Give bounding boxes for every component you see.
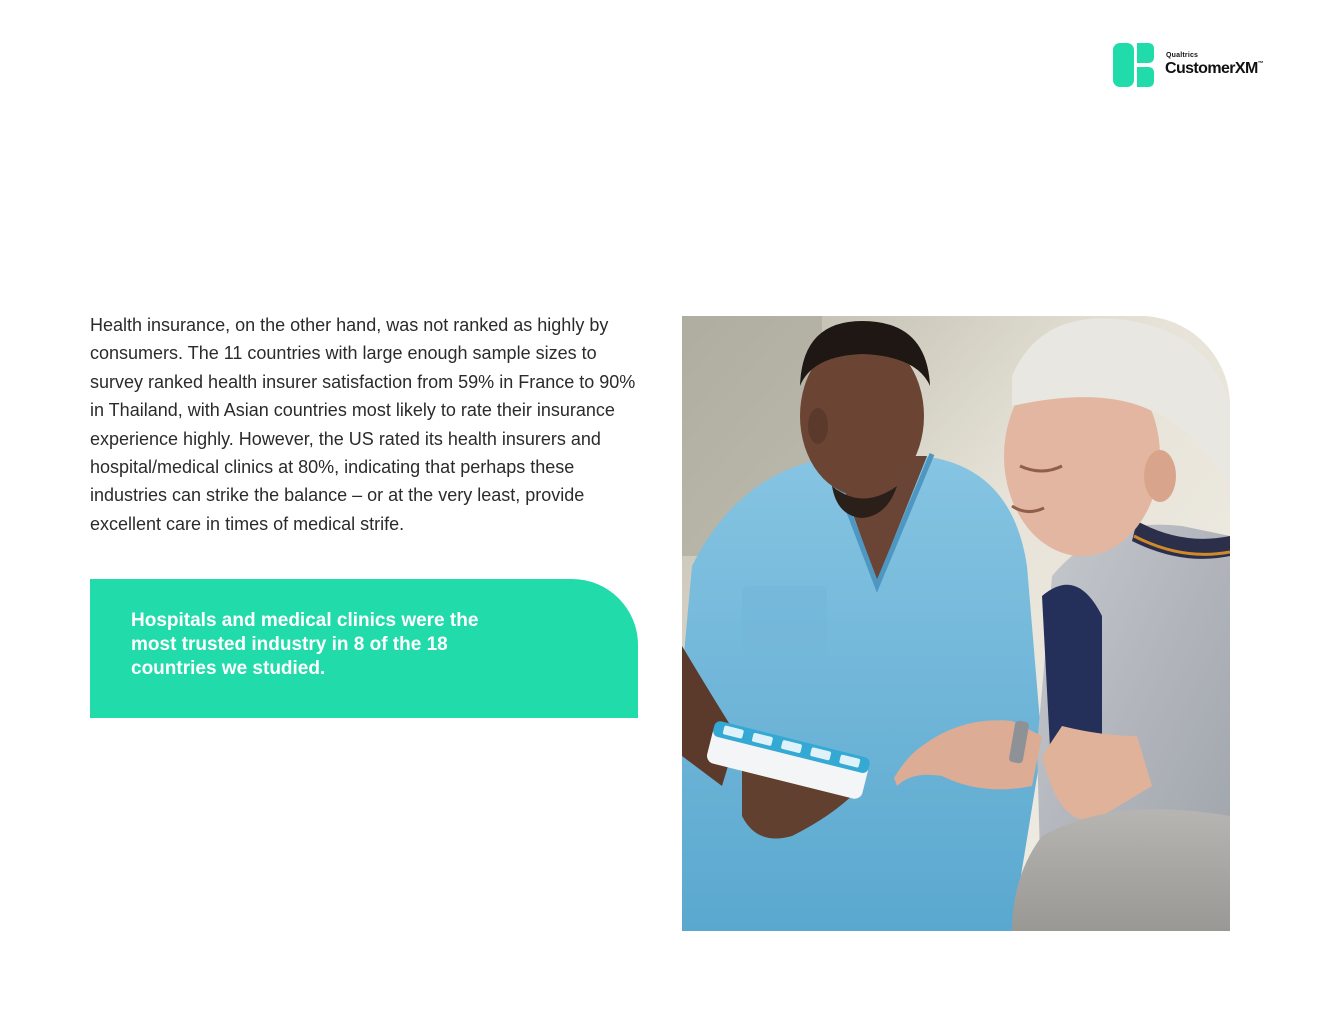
logo-product-name: CustomerXM™ bbox=[1165, 60, 1264, 77]
logo-trademark: ™ bbox=[1257, 61, 1264, 67]
customerxm-logo bbox=[1113, 43, 1283, 87]
callout-box bbox=[90, 579, 638, 718]
callout-text: Hospitals and medical clinics were the most trusted industry in 8 of the 18 countries we studied. bbox=[131, 610, 479, 679]
body-paragraph: Health insurance, on the other hand, was not ranked as highly by consumers. The 11 countries with large enough sample sizes to survey ranked health insurer satisfaction from 59% in France to 90% in Thailand, with Asian countries most likely to rate their insurance experience highly. However, the US rated its health insurers and hospital/medical clinics at 80%, indicating that perhaps these industries can strike the balance – or at the very least, provide excellent care in times of medical strife. bbox=[90, 315, 636, 534]
photo-illustration bbox=[682, 316, 1230, 931]
logo-company-name: Qualtrics bbox=[1166, 52, 1199, 59]
caregiver-patient-photo bbox=[682, 316, 1230, 931]
qualtrics-logo-mark bbox=[1113, 43, 1157, 87]
